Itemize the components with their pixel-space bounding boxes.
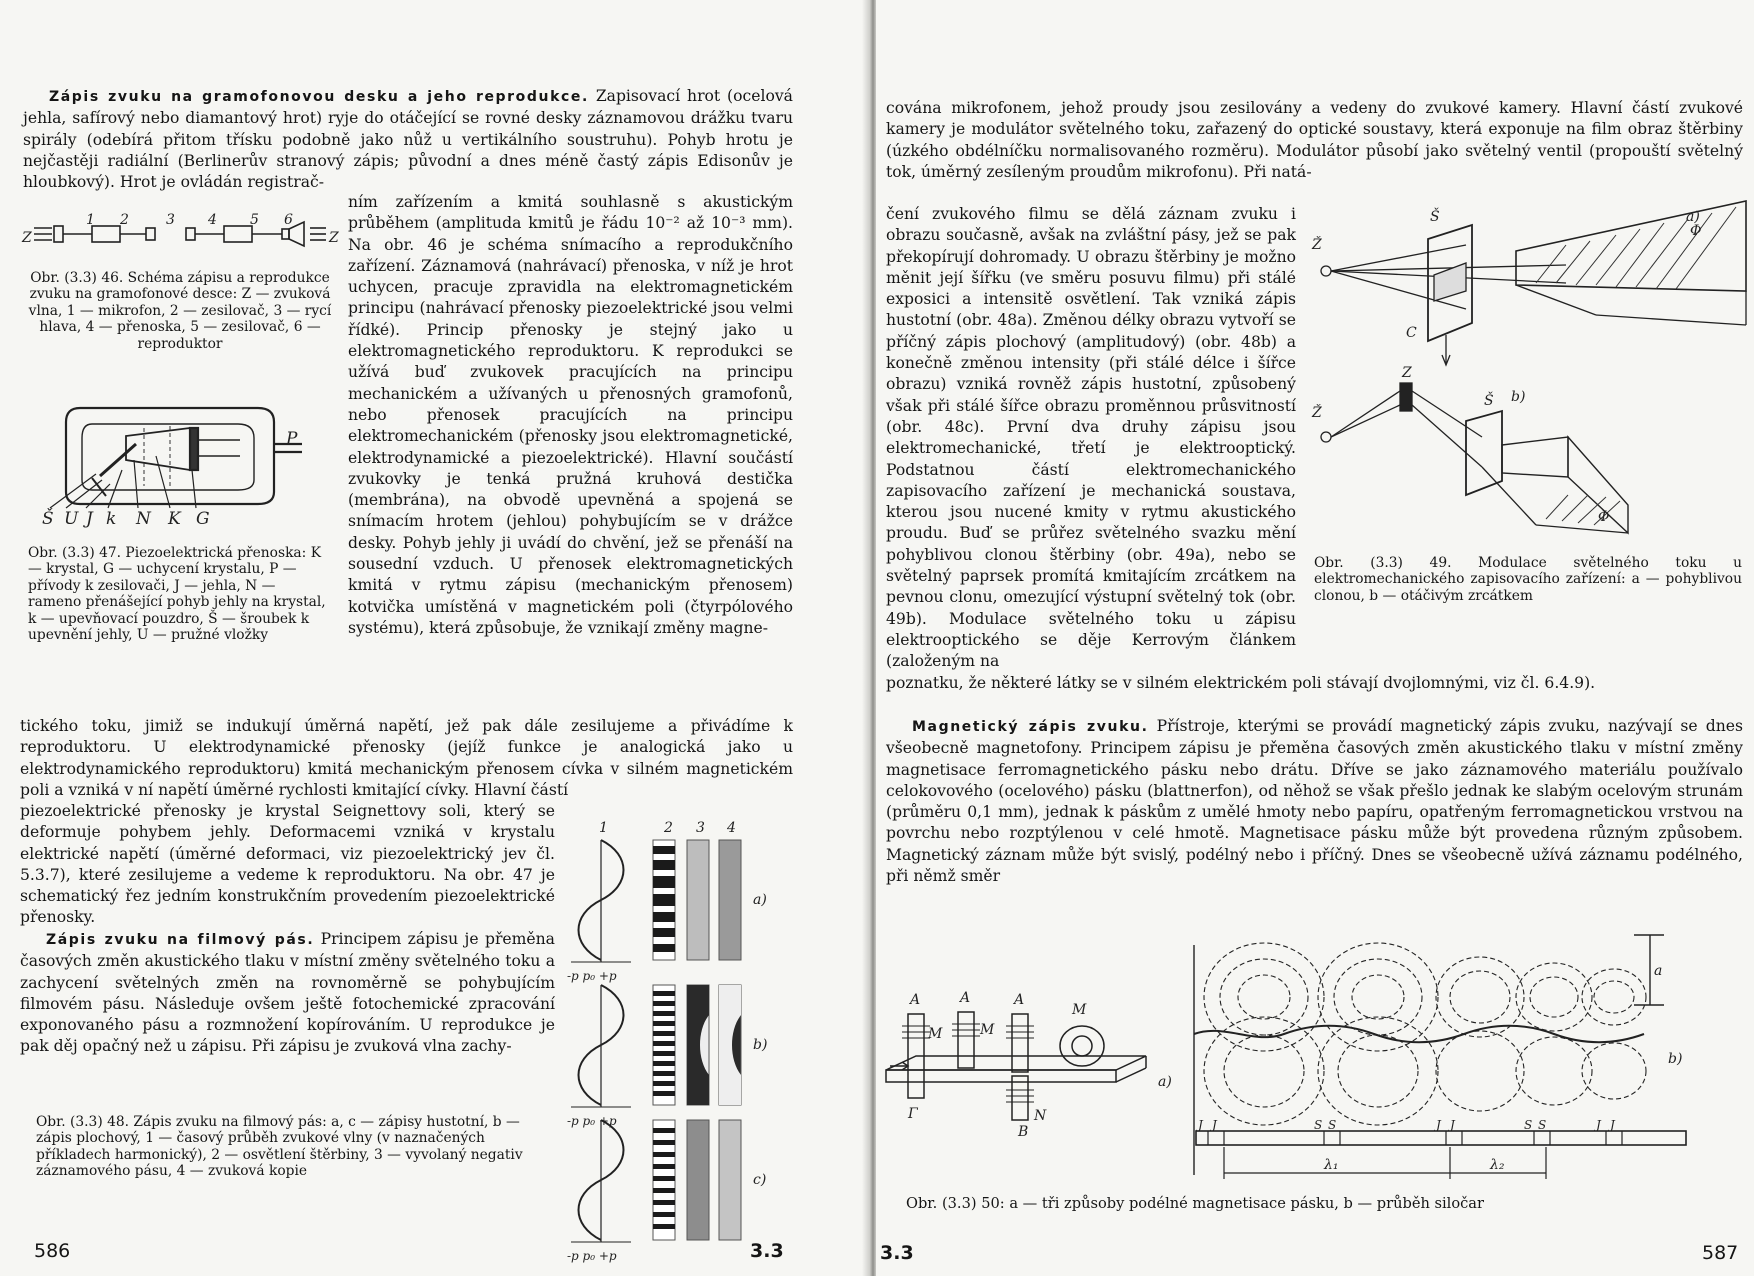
- fig50-caption: Obr. (3.3) 50: a — tři způsoby podélné magnetisace pásku, b — průběh siločar: [906, 1195, 1484, 1212]
- fig48-row-label: a): [753, 892, 767, 908]
- paragraph-text: Principem zápisu je přeměna časových změn akustického tlaku v místní změny světelného toku a zachycení světelných změn na rovnoměrně se pohybujícím filmovém pásu. Následuje ovšem ještě fotochemické zpracování exponovaného pásu a rozmnožení kopírováním. U reprodukce je pak děj opačný než u zápisu. Při zápisu je zvuková vlna zachy-: [20, 930, 555, 1056]
- fig46-label: 4: [208, 212, 217, 228]
- fig47-label: J: [86, 509, 93, 529]
- fig50-label: J: [1212, 1118, 1217, 1132]
- fig47-label: G: [196, 509, 210, 529]
- fig50-label: a): [1158, 1074, 1172, 1090]
- fig49-label: Ž: [1312, 405, 1322, 421]
- fig49-label: Z: [1402, 365, 1412, 381]
- fig49-caption: Obr. (3.3) 49. Modulace světelného toku u elektromechanického zapisovacího zařízení: a — pohyblivou clonou, b — otáčivým zrcátkem: [1314, 555, 1742, 604]
- fig50a-magnetisation-heads: [886, 990, 1186, 1150]
- fig50-label: J: [1610, 1118, 1615, 1132]
- text-column-left: čení zvukového filmu se dělá záznam zvuku i obrazu současně, avšak na zvláštní pásy, jež se pak překopírují dohromady. U obrazu štěrbiny je možno měnit její šířku (ve směru posuvu filmu) při stálé exposici a intensitě osvětlení. Tak vzniká zápis hustotní (obr. 48a). Změnou délky obrazu vytvoří se příčný zápis plochový (amplitudový) (obr. 48b) a konečně změnou intensity (při stálé délce i šířce obrazu) vzniká rovněž zápis hustotní, způsobený však při stálé šířce obrazu proměnnou průsvitností (obr. 48c). První dva druhy zápisu jsou elektromechanické, třetí je elektrooptický. Podstatnou částí elektromechanického zapisovacího zařízení je mechanická soustava, kterou jsou nucené kmity v rytmu akustického proudu. Buď se průřez světelného svazku mění pohyblivou clonou štěrbiny (obr. 49a), nebo se světelný paprsek promítá kmitajícím zrcátkem na pevnou clonu, omezující výstupní světelný tok (obr. 49b). Modulace světelného toku u zápisu elektrooptického se děje Kerrovým článkem (založeným na: [886, 205, 1296, 671]
- section-number: 3.3: [880, 1242, 914, 1264]
- fig48-caption: Obr. (3.3) 48. Zápis zvuku na filmový pás: a, c — zápisy hustotní, b — zápis plochový, 1 — časový průběh zvukové vlny (v naznačených příkladech harmonický), 2 — osvětlení štěrbiny, 3 — vyvolaný negativ záznamového pásu, 4 — zvuková kopie: [36, 1114, 523, 1180]
- fig46-caption: Obr. (3.3) 46. Schéma zápisu a reprodukce zvuku na gramofonové desce: Z — zvuková vlna, 1 — mikrofon, 2 — zesilovač, 3 — rycí hlava, 4 — přenoska, 5 — zesilovač, 6 — reproduktor: [28, 270, 332, 352]
- fig48-column-label: 2: [664, 820, 673, 836]
- fig50-label: M: [1072, 1002, 1087, 1018]
- fig47-label: k: [106, 509, 117, 529]
- fig46-label: 6: [284, 212, 293, 228]
- fig48-axis-label: -p p₀ +p: [567, 1114, 617, 1128]
- fig50-label: S: [1524, 1118, 1533, 1132]
- fig50-label: b): [1668, 1051, 1683, 1067]
- text-full-width: tického toku, jimiž se indukují úměrná napětí, jež pak dále zesilujeme a přivádíme k reproduktoru. U elektrodynamické přenosky (jejíž funkce je analogická jako u elektrodynamického reproduktoru) kmitá mechanickým přenosem cívka v silném magnetickém poli a vzniká v ní napětí úměrné rychlosti kmitající cívky. Hlavní částí: [20, 717, 793, 799]
- fig49-label: Š: [1430, 209, 1440, 225]
- fig46-label: 5: [250, 212, 259, 228]
- fig50-label: M: [928, 1026, 943, 1042]
- fig47-label: N: [136, 509, 151, 529]
- fig46-label: 3: [166, 212, 175, 228]
- fig49-label: C: [1406, 325, 1417, 341]
- fig47-label: P: [286, 429, 298, 449]
- fig50-label: λ₂: [1490, 1157, 1505, 1173]
- text-column-left: piezoelektrické přenosky je krystal Seignettovy soli, který se deformuje pohybem jehly. Deformacemi vzniká v krystalu elektrické napětí (úměrné deformaci, viz piezoelektrický jev čl. 5.3.7), které zesilujeme a vedeme k reproduktoru. Na obr. 47 je schematický řez jedním konstrukčním provedením piezoelektrické přenosky.: [20, 802, 555, 927]
- fig50-label: J: [1596, 1118, 1601, 1132]
- fig47-label: U: [64, 509, 79, 529]
- fig50-label: S: [1314, 1118, 1323, 1132]
- page-number: 587: [1702, 1242, 1739, 1264]
- text-full-width-mid: poznatku, že některé látky se v silném elektrickém poli stávají dvojlomnými, viz čl. 6.4.9).: [886, 674, 1596, 692]
- fig46-label: 2: [120, 212, 129, 228]
- fig50-label: S: [1328, 1118, 1337, 1132]
- paragraph-heading: Magnetický zápis zvuku.: [912, 719, 1149, 735]
- page-number: 586: [34, 1240, 71, 1262]
- fig50-label: J: [1436, 1118, 1441, 1132]
- fig47-pickup-section: [40, 400, 320, 530]
- fig49-light-modulation: [1306, 205, 1746, 575]
- fig47-label: Š: [42, 509, 54, 529]
- text-column-right: ním zařízením a kmitá souhlasně s akustickým průběhem (amplituda kmitů je řádu 10⁻² až 10⁻³ mm). Na obr. 46 je schéma snímacího a reprodukčního zařízení. Záznamová (nahrávací) přenoska, v níž je hrot uchycen, pracuje zpravidla na elektromagnetickém principu (nahrávací přenosky piezoelektrické jsou velmi řídké). Princip přenosky je stejný jako u elektromagnetického reproduktoru. K reprodukci se užívá buď zvukovek pracujících na principu mechanickém a užívaných u přenosných gramofonů, nebo přenosek pracujících na principu elektromechanickém (přenosky jsou elektromagnetické, elektrodynamické a piezoelektrické). Hlavní součástí zvukovky je tenká pružná kruhová destička (membrána), na obvodě upevněná a spojená se snímacím hrotem (jehlou) pohybujícím se v drážce desky. Pohyb jehly ji uvádí do chvění, jež se přenáší na sousední vzduch. U přenosek elektromagnetických kmitá v rytmu zápisu (mechanickým přenosem) kotvička umístěná v magnetickém poli (čtyrpólového systému), která způsobuje, že vznikají změny magne-: [348, 193, 793, 637]
- fig48-row-label: b): [753, 1037, 768, 1053]
- fig48-column-label: 4: [727, 820, 736, 836]
- fig49-label: Φ: [1690, 223, 1702, 239]
- fig50-label: A: [1014, 992, 1025, 1008]
- fig50-label: A: [910, 992, 921, 1008]
- fig46-schematic: [20, 212, 339, 256]
- fig46-label: Z: [22, 230, 32, 246]
- fig48-column-label: 1: [599, 820, 608, 836]
- fig47-caption: Obr. (3.3) 47. Piezoelektrická přenoska: K — krystal, G — uchycení krystalu, P — přívody k zesilovači, J — jehla, N — rameno přenášející pohyb jehly na krystal, k — upevňovací pouzdro, Š — šroubek k upevnění jehly, U — pružné vložky: [28, 545, 326, 644]
- fig50-label: N: [1034, 1108, 1047, 1124]
- fig48-row-label: c): [753, 1172, 767, 1188]
- fig49-label: a): [1686, 209, 1700, 225]
- text-full-width-top: cována mikrofonem, jehož proudy jsou zesilovány a vedeny do zvukové kamery. Hlavní částí zvukové kamery je modulátor světelného toku, zařazený do optické soustavy, která exponuje na film obraz štěrbiny (úzkého obdélníčku normalisovaného rozměru). Modulátor působí jako světelný ventil (propouští světelný tok, úměrný zesíleným proudům mikrofonu). Při natá-: [886, 99, 1743, 181]
- paragraph-text: Zapisovací hrot (ocelová jehla, safírový nebo diamantový hrot) ryje do otáčející se rovné desky záznamovou drážku tvaru spirály (odebírá přitom třísku podobně jako nůž u vertikálního soustruhu). Pohyb hrotu je nejčastěji radiální (Berlinerův stranový zápis; původní a dnes méně častý zápis Edisonův je hloubkový). Hrot je ovládán registrač-: [23, 87, 793, 192]
- fig50-label: A: [960, 990, 971, 1006]
- fig46-label: 1: [86, 212, 95, 228]
- fig49-label: Φ: [1598, 509, 1610, 525]
- fig50-label: B: [1018, 1124, 1029, 1140]
- fig48-axis-label: -p p₀ +p: [567, 1249, 617, 1263]
- fig48-column-label: 3: [696, 820, 705, 836]
- fig49-label: b): [1511, 389, 1526, 405]
- fig50-label: M: [980, 1022, 995, 1038]
- fig50b-field-lines: [1194, 935, 1744, 1185]
- paragraph-film: [20, 929, 555, 1058]
- paragraph-text: Přístroje, kterými se provádí magnetický zápis zvuku, nazývají se dnes všeobecně magnetofony. Principem zápisu je přeměna časových změn akustického tlaku v místní změny magnetisace ferromagnetického pásku nebo drátu. Dříve se jako záznamového materiálu používalo celokovového (ocelového) pásku (blattnerfon), od něhož se však přešlo jednak ke slabým ocelovým strunám (průměru 0,1 mm), jednak k páskům z umělé hmoty nebo papíru, opatřeným ferromagnetickou vrstvou na povrchu nebo rozptýlenou v celé hmotě. Magnetisace pásku může být provedena různým způsobem. Magnetický záznam může být svislý, podélný nebo i příčný. Dnes se všeobecně užívá záznamu podélného, při němž směr: [886, 717, 1743, 886]
- fig48-axis-label: -p p₀ +p: [567, 969, 617, 983]
- fig50-label: Γ: [908, 1106, 918, 1122]
- paragraph-magnetic: [886, 716, 1743, 887]
- paragraph-heading: Zápis zvuku na gramofonovou desku a jeho reprodukce.: [49, 89, 589, 105]
- fig50-label: S: [1538, 1118, 1547, 1132]
- fig49-label: Š: [1484, 393, 1494, 409]
- left-page: [0, 0, 868, 1276]
- fig50-label: J: [1198, 1118, 1203, 1132]
- fig50-label: a: [1654, 963, 1663, 979]
- paragraph-gramophone: [23, 86, 793, 193]
- paragraph-heading: Zápis zvuku na filmový pás.: [46, 932, 315, 948]
- section-number: 3.3: [750, 1240, 784, 1262]
- right-page: [876, 0, 1754, 1276]
- fig49-label: Ž: [1312, 237, 1322, 253]
- fig46-label: Z: [329, 230, 339, 246]
- fig50-label: λ₁: [1324, 1157, 1339, 1173]
- fig47-label: K: [168, 509, 181, 529]
- fig50-label: J: [1450, 1118, 1455, 1132]
